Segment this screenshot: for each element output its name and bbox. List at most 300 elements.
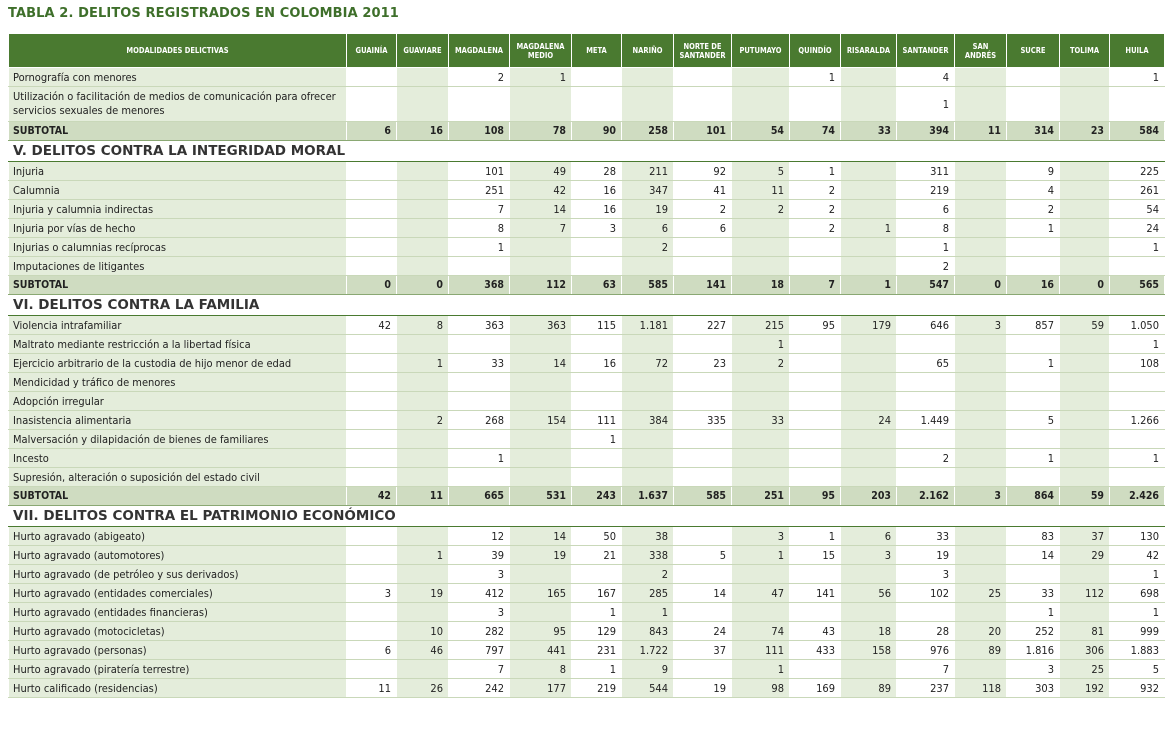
table-cell: 1	[897, 238, 955, 257]
table-cell: 363	[510, 316, 572, 335]
table-cell	[397, 68, 449, 87]
table-cell	[841, 162, 897, 181]
table-cell: 237	[897, 679, 955, 698]
table-cell	[347, 68, 397, 87]
table-cell: 347	[622, 181, 674, 200]
table-cell: 338	[622, 546, 674, 565]
subtotal-row	[9, 276, 1165, 295]
table-cell: 565	[1110, 276, 1165, 295]
table-cell	[397, 660, 449, 679]
table-row	[9, 219, 1165, 238]
table-cell: 42	[347, 316, 397, 335]
table-row	[9, 603, 1165, 622]
table-cell	[674, 527, 732, 546]
column-header: SANTANDER	[897, 34, 955, 68]
table-cell	[1060, 468, 1110, 487]
table-cell	[572, 468, 622, 487]
table-cell: 118	[955, 679, 1007, 698]
table-cell	[732, 238, 790, 257]
table-cell	[955, 68, 1007, 87]
table-cell: 90	[572, 122, 622, 141]
table-cell	[622, 373, 674, 392]
table-cell: 111	[732, 641, 790, 660]
table-cell: 1	[572, 660, 622, 679]
table-cell	[897, 468, 955, 487]
table-cell: 39	[449, 546, 510, 565]
table-cell: 251	[732, 487, 790, 506]
table-cell: 1	[449, 238, 510, 257]
table-cell	[1007, 238, 1060, 257]
table-cell	[674, 335, 732, 354]
table-cell	[1060, 68, 1110, 87]
column-header: SUCRE	[1007, 34, 1060, 68]
table-cell: 2	[397, 411, 449, 430]
table-row	[9, 181, 1165, 200]
table-cell	[1060, 392, 1110, 411]
table-cell	[955, 660, 1007, 679]
table-cell	[790, 449, 841, 468]
table-cell	[397, 468, 449, 487]
table-cell: 14	[510, 527, 572, 546]
table-cell: 81	[1060, 622, 1110, 641]
row-label: Violencia intrafamiliar	[9, 316, 347, 335]
table-cell: 33	[1007, 584, 1060, 603]
table-cell: 108	[449, 122, 510, 141]
table-cell: 74	[732, 622, 790, 641]
table-cell	[841, 392, 897, 411]
table-cell: 7	[449, 660, 510, 679]
table-cell	[1110, 87, 1165, 122]
table-cell: 282	[449, 622, 510, 641]
table-cell: 268	[449, 411, 510, 430]
table-caption: DELITOS REGISTRADOS EN COLOMBIA 2011	[78, 6, 399, 21]
table-cell: 306	[1060, 641, 1110, 660]
table-cell: 33	[732, 411, 790, 430]
table-cell: 368	[449, 276, 510, 295]
table-cell	[841, 87, 897, 122]
table-cell: 646	[897, 316, 955, 335]
table-row	[9, 238, 1165, 257]
table-cell: 384	[622, 411, 674, 430]
table-cell	[347, 468, 397, 487]
table-cell: 3	[1007, 660, 1060, 679]
table-cell: 115	[572, 316, 622, 335]
table-cell	[397, 392, 449, 411]
table-cell: 1	[897, 87, 955, 122]
table-cell	[732, 449, 790, 468]
table-cell	[955, 392, 1007, 411]
table-cell	[1060, 354, 1110, 373]
table-cell	[841, 468, 897, 487]
column-header: QUINDÍO	[790, 34, 841, 68]
table-cell	[347, 181, 397, 200]
table-cell: 83	[1007, 527, 1060, 546]
table-cell: 5	[674, 546, 732, 565]
table-cell: 65	[897, 354, 955, 373]
table-cell: 303	[1007, 679, 1060, 698]
table-cell	[955, 565, 1007, 584]
table-cell	[1007, 373, 1060, 392]
table-cell: 112	[1060, 584, 1110, 603]
table-cell: 0	[1060, 276, 1110, 295]
table-cell	[674, 430, 732, 449]
table-cell: 3	[955, 487, 1007, 506]
column-header: GUAINÍA	[347, 34, 397, 68]
table-cell: 33	[841, 122, 897, 141]
table-cell	[955, 87, 1007, 122]
table-cell: 242	[449, 679, 510, 698]
table-cell: 16	[572, 181, 622, 200]
row-label: Imputaciones de litigantes	[9, 257, 347, 276]
table-cell: 49	[510, 162, 572, 181]
table-cell	[1060, 238, 1110, 257]
table-cell	[397, 257, 449, 276]
table-cell	[955, 257, 1007, 276]
table-cell	[347, 162, 397, 181]
row-label: Malversación y dilapidación de bienes de familiares	[9, 430, 347, 449]
table-row	[9, 430, 1165, 449]
column-header: META	[572, 34, 622, 68]
table-cell: 18	[841, 622, 897, 641]
table-cell	[510, 603, 572, 622]
table-cell: 203	[841, 487, 897, 506]
table-cell	[510, 257, 572, 276]
table-cell	[572, 68, 622, 87]
table-cell: 5	[732, 162, 790, 181]
table-cell	[449, 468, 510, 487]
table-cell: 29	[1060, 546, 1110, 565]
table-cell: 141	[674, 276, 732, 295]
table-cell	[841, 181, 897, 200]
table-cell	[841, 603, 897, 622]
table-cell: 932	[1110, 679, 1165, 698]
table-cell	[897, 392, 955, 411]
table-cell: 1.637	[622, 487, 674, 506]
table-cell	[622, 68, 674, 87]
column-header: NARIÑO	[622, 34, 674, 68]
table-cell: 11	[955, 122, 1007, 141]
row-label: Ejercicio arbitrario de la custodia de hijo menor de edad	[9, 354, 347, 373]
table-cell: 15	[790, 546, 841, 565]
row-label: Hurto agravado (abigeato)	[9, 527, 347, 546]
table-cell: 16	[572, 354, 622, 373]
table-cell	[572, 392, 622, 411]
table-cell	[674, 68, 732, 87]
table-row	[9, 449, 1165, 468]
table-row	[9, 373, 1165, 392]
row-label: Mendicidad y tráfico de menores	[9, 373, 347, 392]
table-cell: 335	[674, 411, 732, 430]
table-cell	[841, 354, 897, 373]
table-cell: 28	[572, 162, 622, 181]
table-cell: 33	[449, 354, 510, 373]
table-cell: 59	[1060, 316, 1110, 335]
column-header: NORTE DE SANTANDER	[674, 34, 732, 68]
table-cell: 231	[572, 641, 622, 660]
table-cell: 41	[674, 181, 732, 200]
table-cell	[674, 257, 732, 276]
section-heading-row	[9, 141, 1165, 162]
row-label: Supresión, alteración o suposición del estado civil	[9, 468, 347, 487]
row-label: Utilización o facilitación de medios de comunicación para ofrecer servicios sexuales de menores	[9, 87, 347, 122]
table-row	[9, 354, 1165, 373]
table-cell: 261	[1110, 181, 1165, 200]
table-cell: 16	[572, 200, 622, 219]
table-cell	[1110, 430, 1165, 449]
table-cell	[1060, 219, 1110, 238]
table-cell: 227	[674, 316, 732, 335]
table-row	[9, 392, 1165, 411]
table-cell	[397, 527, 449, 546]
column-header: GUAVIARE	[397, 34, 449, 68]
table-cell: 4	[897, 68, 955, 87]
table-cell	[572, 565, 622, 584]
table-cell	[790, 392, 841, 411]
table-cell	[572, 257, 622, 276]
table-cell: 14	[1007, 546, 1060, 565]
table-row	[9, 641, 1165, 660]
table-cell	[1060, 200, 1110, 219]
table-cell	[732, 565, 790, 584]
table-cell: 1	[1110, 603, 1165, 622]
table-cell: 1	[732, 660, 790, 679]
table-cell	[622, 335, 674, 354]
table-cell: 14	[510, 354, 572, 373]
table-cell: 243	[572, 487, 622, 506]
table-cell: 112	[510, 276, 572, 295]
table-cell	[732, 373, 790, 392]
table-cell	[841, 565, 897, 584]
table-cell: 14	[674, 584, 732, 603]
table-cell	[674, 238, 732, 257]
table-cell: 1	[572, 430, 622, 449]
table-cell	[1007, 430, 1060, 449]
column-header: MAGDALENA MEDIO	[510, 34, 572, 68]
table-cell: 43	[790, 622, 841, 641]
table-cell: 5	[1110, 660, 1165, 679]
table-cell	[510, 335, 572, 354]
table-cell	[732, 219, 790, 238]
table-cell: 531	[510, 487, 572, 506]
section-heading: VI. DELITOS CONTRA LA FAMILIA	[9, 295, 1165, 316]
table-cell: 59	[1060, 487, 1110, 506]
table-cell: 158	[841, 641, 897, 660]
table-cell: 665	[449, 487, 510, 506]
table-cell: 394	[897, 122, 955, 141]
table-cell: 1.722	[622, 641, 674, 660]
table-cell	[790, 87, 841, 122]
table-cell: 14	[510, 200, 572, 219]
table-cell: 1	[1007, 603, 1060, 622]
table-cell: 98	[732, 679, 790, 698]
table-cell	[955, 411, 1007, 430]
table-cell: 72	[622, 354, 674, 373]
table-cell: 95	[790, 316, 841, 335]
table-cell	[955, 546, 1007, 565]
table-cell	[1060, 449, 1110, 468]
table-cell: 1	[841, 219, 897, 238]
row-label: Inasistencia alimentaria	[9, 411, 347, 430]
row-label: Maltrato mediante restricción a la libertad física	[9, 335, 347, 354]
row-label: Injurias o calumnias recíprocas	[9, 238, 347, 257]
table-cell	[1110, 468, 1165, 487]
table-cell: 8	[397, 316, 449, 335]
table-cell	[397, 449, 449, 468]
header-row	[9, 34, 1165, 68]
table-cell: 219	[897, 181, 955, 200]
table-cell: 63	[572, 276, 622, 295]
row-label: Incesto	[9, 449, 347, 468]
table-cell: 433	[790, 641, 841, 660]
table-cell	[1060, 181, 1110, 200]
table-row	[9, 679, 1165, 698]
table-cell: 3	[732, 527, 790, 546]
table-cell	[790, 565, 841, 584]
column-header: TOLIMA	[1060, 34, 1110, 68]
table-cell	[790, 411, 841, 430]
table-cell: 89	[955, 641, 1007, 660]
table-cell	[1007, 392, 1060, 411]
table-cell	[732, 430, 790, 449]
table-cell: 252	[1007, 622, 1060, 641]
table-cell: 251	[449, 181, 510, 200]
section-heading-row	[9, 506, 1165, 527]
table-cell: 412	[449, 584, 510, 603]
table-cell: 179	[841, 316, 897, 335]
table-cell: 12	[449, 527, 510, 546]
row-label: Hurto agravado (entidades financieras)	[9, 603, 347, 622]
table-cell	[790, 335, 841, 354]
table-cell: 5	[1007, 411, 1060, 430]
row-label: Hurto calificado (residencias)	[9, 679, 347, 698]
column-header: SAN ANDRÉS	[955, 34, 1007, 68]
table-cell	[397, 87, 449, 122]
table-cell	[1007, 257, 1060, 276]
table-cell: 24	[1110, 219, 1165, 238]
table-cell: 6	[622, 219, 674, 238]
table-cell	[449, 87, 510, 122]
column-header: RISARALDA	[841, 34, 897, 68]
table-cell	[790, 603, 841, 622]
table-cell	[674, 660, 732, 679]
table-cell: 2	[622, 565, 674, 584]
table-cell: 311	[897, 162, 955, 181]
table-cell	[955, 200, 1007, 219]
row-label: Injuria y calumnia indirectas	[9, 200, 347, 219]
table-cell	[347, 660, 397, 679]
table-cell: 1	[572, 603, 622, 622]
table-cell: 92	[674, 162, 732, 181]
table-row	[9, 87, 1165, 122]
table-cell	[790, 354, 841, 373]
table-cell	[1060, 335, 1110, 354]
table-cell: 1.050	[1110, 316, 1165, 335]
table-cell: 6	[347, 122, 397, 141]
table-cell: 8	[897, 219, 955, 238]
table-cell	[732, 392, 790, 411]
table-cell	[347, 87, 397, 122]
table-cell: 167	[572, 584, 622, 603]
table-cell: 102	[897, 584, 955, 603]
table-cell: 0	[397, 276, 449, 295]
table-cell: 1	[1110, 238, 1165, 257]
row-label: Hurto agravado (motocicletas)	[9, 622, 347, 641]
table-cell	[732, 468, 790, 487]
table-cell	[347, 200, 397, 219]
table-cell: 78	[510, 122, 572, 141]
table-cell: 2	[790, 181, 841, 200]
table-cell	[955, 238, 1007, 257]
table-cell: 7	[897, 660, 955, 679]
table-cell	[955, 430, 1007, 449]
column-header-modalidades: MODALIDADES DELICTIVAS	[9, 34, 347, 68]
table-cell	[790, 430, 841, 449]
table-cell: 258	[622, 122, 674, 141]
table-cell: 2	[674, 200, 732, 219]
table-cell: 3	[955, 316, 1007, 335]
table-cell: 1.816	[1007, 641, 1060, 660]
table-cell: 1	[1110, 565, 1165, 584]
table-cell: 1.181	[622, 316, 674, 335]
table-cell	[1060, 373, 1110, 392]
table-cell: 74	[790, 122, 841, 141]
table-cell	[397, 565, 449, 584]
table-cell: 2	[897, 449, 955, 468]
table-cell	[347, 411, 397, 430]
table-cell: 141	[790, 584, 841, 603]
column-header: MAGDALENA	[449, 34, 510, 68]
row-label: Calumnia	[9, 181, 347, 200]
table-cell: 16	[1007, 276, 1060, 295]
crime-table	[8, 33, 1165, 698]
table-cell	[622, 392, 674, 411]
row-label: SUBTOTAL	[9, 276, 347, 295]
row-label: SUBTOTAL	[9, 122, 347, 141]
table-cell	[955, 449, 1007, 468]
table-cell: 11	[347, 679, 397, 698]
table-cell: 7	[449, 200, 510, 219]
table-cell	[397, 603, 449, 622]
table-cell	[449, 392, 510, 411]
table-cell	[897, 373, 955, 392]
table-cell	[790, 468, 841, 487]
table-cell: 4	[1007, 181, 1060, 200]
table-cell	[347, 219, 397, 238]
table-cell: 24	[841, 411, 897, 430]
table-cell: 25	[955, 584, 1007, 603]
table-cell: 21	[572, 546, 622, 565]
table-row	[9, 316, 1165, 335]
table-row	[9, 565, 1165, 584]
table-cell	[622, 449, 674, 468]
table-cell: 211	[622, 162, 674, 181]
table-cell: 1	[397, 354, 449, 373]
table-cell	[397, 181, 449, 200]
table-cell: 37	[674, 641, 732, 660]
table-cell: 2	[790, 219, 841, 238]
table-cell: 2.426	[1110, 487, 1165, 506]
table-cell: 101	[449, 162, 510, 181]
table-cell: 1	[1007, 354, 1060, 373]
table-cell: 3	[841, 546, 897, 565]
row-label: Hurto agravado (automotores)	[9, 546, 347, 565]
table-cell	[841, 68, 897, 87]
table-cell: 37	[1060, 527, 1110, 546]
table-cell: 169	[790, 679, 841, 698]
table-cell	[955, 373, 1007, 392]
row-label: Hurto agravado (de petróleo y sus derivados)	[9, 565, 347, 584]
table-cell: 864	[1007, 487, 1060, 506]
